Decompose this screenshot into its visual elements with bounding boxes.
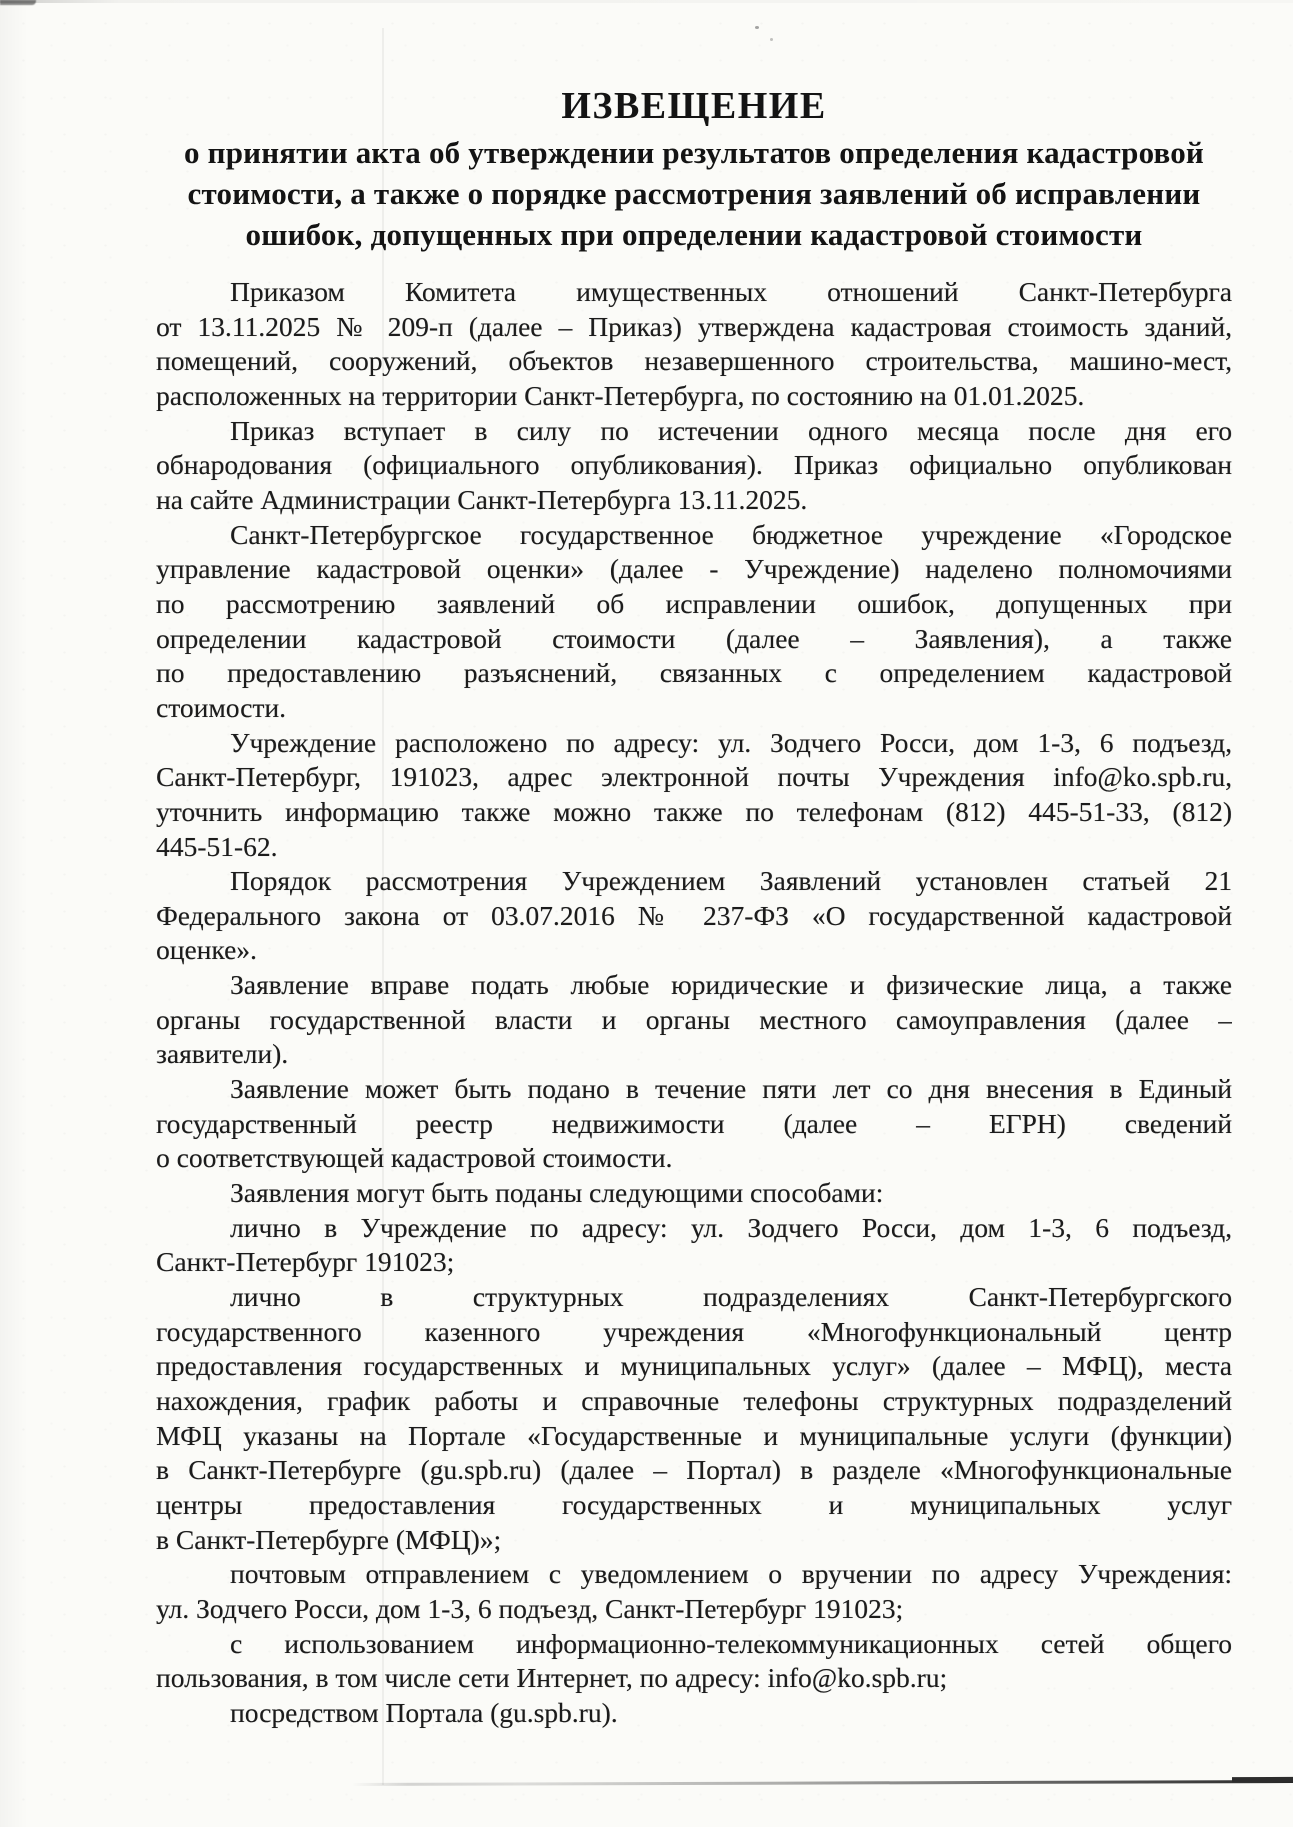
paragraph <box>156 968 1232 1072</box>
text-line: предоставления государственных и муниципальных услуг» (далее – МФЦ), места <box>156 1350 1232 1382</box>
text-line: в Санкт-Петербурге (gu.spb.ru) (далее – Портал) в разделе «Многофункциональные <box>156 1454 1232 1486</box>
document-subtitle-line: стоимости, а также о порядке рассмотрения заявлений об исправлении <box>187 176 1201 211</box>
paragraph <box>156 1072 1232 1176</box>
paragraph <box>156 518 1232 726</box>
text-line: государственного казенного учреждения «Многофункциональный центр <box>156 1315 1232 1347</box>
text-line: от 13.11.2025 № 209-п (далее – Приказ) утверждена кадастровая стоимость зданий, <box>156 310 1232 342</box>
text-line: стоимости. <box>156 691 286 723</box>
scan-speck <box>770 38 773 41</box>
text-line: заявители). <box>156 1038 289 1070</box>
paragraph <box>156 275 1232 414</box>
text-line: уточнить информацию также можно также по телефонам (812) 445-51-33, (812) <box>156 795 1232 827</box>
paragraph <box>156 1280 1232 1557</box>
text-line: по рассмотрению заявлений об исправлении ошибок, допущенных при <box>156 587 1232 619</box>
scan-corner-smudge <box>0 0 36 5</box>
scan-top-edge-shadow <box>0 0 1293 3</box>
text-line: государственный реестр недвижимости (далее – ЕГРН) сведений <box>156 1107 1232 1139</box>
text-line: ул. Зодчего Росси, дом 1-3, 6 подъезд, Санкт-Петербург 191023; <box>156 1592 904 1624</box>
text-line: Федерального закона от 03.07.2016 № 237-ФЗ «О государственной кадастровой <box>156 899 1232 931</box>
text-line: обнародования (официального опубликования). Приказ официально опубликован <box>156 449 1232 481</box>
paragraph <box>156 1176 1232 1211</box>
paragraph <box>156 1696 1232 1731</box>
scan-paper-edge-line <box>352 1780 1293 1786</box>
text-line: Приказом Комитета имущественных отношений Санкт-Петербурга <box>230 276 1232 307</box>
scan-speck <box>755 26 759 29</box>
text-line: Заявления могут быть поданы следующими способами: <box>230 1177 884 1209</box>
text-line: Порядок рассмотрения Учреждением Заявлений установлен статьей 21 <box>230 865 1232 897</box>
document-subtitle-line: о принятии акта об утверждении результатов определения кадастровой <box>183 135 1204 170</box>
document-title-block <box>156 80 1232 255</box>
text-line: Учреждение расположено по адресу: ул. Зодчего Росси, дом 1-3, 6 подъезд, <box>230 726 1232 758</box>
text-line: Санкт-Петербург 191023; <box>156 1246 455 1278</box>
text-line: пользования, в том числе сети Интернет, по адресу: info@ko.spb.ru; <box>156 1662 948 1694</box>
text-line: определении кадастровой стоимости (далее – Заявления), а также <box>156 622 1232 654</box>
text-line: оценке». <box>156 934 257 966</box>
text-line: Санкт-Петербург, 191023, адрес электронной почты Учреждения info@ko.spb.ru, <box>156 761 1232 793</box>
text-line: МФЦ указаны на Портале «Государственные и муниципальные услуги (функции) <box>156 1419 1232 1451</box>
text-line: посредством Портала (gu.spb.ru). <box>230 1696 618 1728</box>
text-line: расположенных на территории Санкт-Петербурга, по состоянию на 01.01.2025. <box>156 379 1085 411</box>
paragraph <box>156 1627 1232 1696</box>
scan-paper-edge-cap <box>1232 1777 1293 1782</box>
text-line: управление кадастровой оценки» (далее - Учреждение) наделено полномочиями <box>156 553 1232 585</box>
text-line: Приказ вступает в силу по истечении одного месяца после дня его <box>230 414 1232 446</box>
document-content <box>156 80 1232 1731</box>
document-subtitle-line: ошибок, допущенных при определении кадастровой стоимости <box>245 217 1143 252</box>
text-line: в Санкт-Петербурге (МФЦ)»; <box>156 1523 502 1555</box>
paragraph <box>156 726 1232 865</box>
text-line: Заявление вправе подать любые юридические и физические лица, а также <box>230 969 1232 1001</box>
text-line: лично в Учреждение по адресу: ул. Зодчего Росси, дом 1-3, 6 подъезд, <box>230 1211 1232 1243</box>
paragraph <box>156 864 1232 968</box>
paragraph <box>156 414 1232 518</box>
document-title: ИЗВЕЩЕНИЕ <box>561 85 827 127</box>
text-line: на сайте Администрации Санкт-Петербурга 13.11.2025. <box>156 483 808 515</box>
text-line: с использованием информационно-телекоммуникационных сетей общего <box>230 1627 1232 1659</box>
text-line: по предоставлению разъяснений, связанных с определением кадастровой <box>156 657 1232 689</box>
text-line: 445-51-62. <box>156 830 278 862</box>
document-subtitle <box>156 132 1232 255</box>
text-line: лично в структурных подразделениях Санкт-Петербургского <box>230 1281 1232 1313</box>
text-line: Заявление может быть подано в течение пяти лет со дня внесения в Единый <box>230 1073 1232 1105</box>
text-line: помещений, сооружений, объектов незавершенного строительства, машино-мест, <box>156 345 1232 377</box>
text-line: почтовым отправлением с уведомлением о вручении по адресу Учреждения: <box>230 1558 1232 1590</box>
text-line: органы государственной власти и органы местного самоуправления (далее – <box>156 1003 1232 1035</box>
text-line: центры предоставления государственных и муниципальных услуг <box>156 1488 1232 1520</box>
paragraph <box>156 1211 1232 1280</box>
paragraph <box>156 1557 1232 1626</box>
document-body <box>156 275 1232 1731</box>
text-line: о соответствующей кадастровой стоимости. <box>156 1142 673 1174</box>
text-line: Санкт-Петербургское государственное бюджетное учреждение «Городское <box>230 518 1232 550</box>
text-line: нахождения, график работы и справочные телефоны структурных подразделений <box>156 1385 1232 1416</box>
